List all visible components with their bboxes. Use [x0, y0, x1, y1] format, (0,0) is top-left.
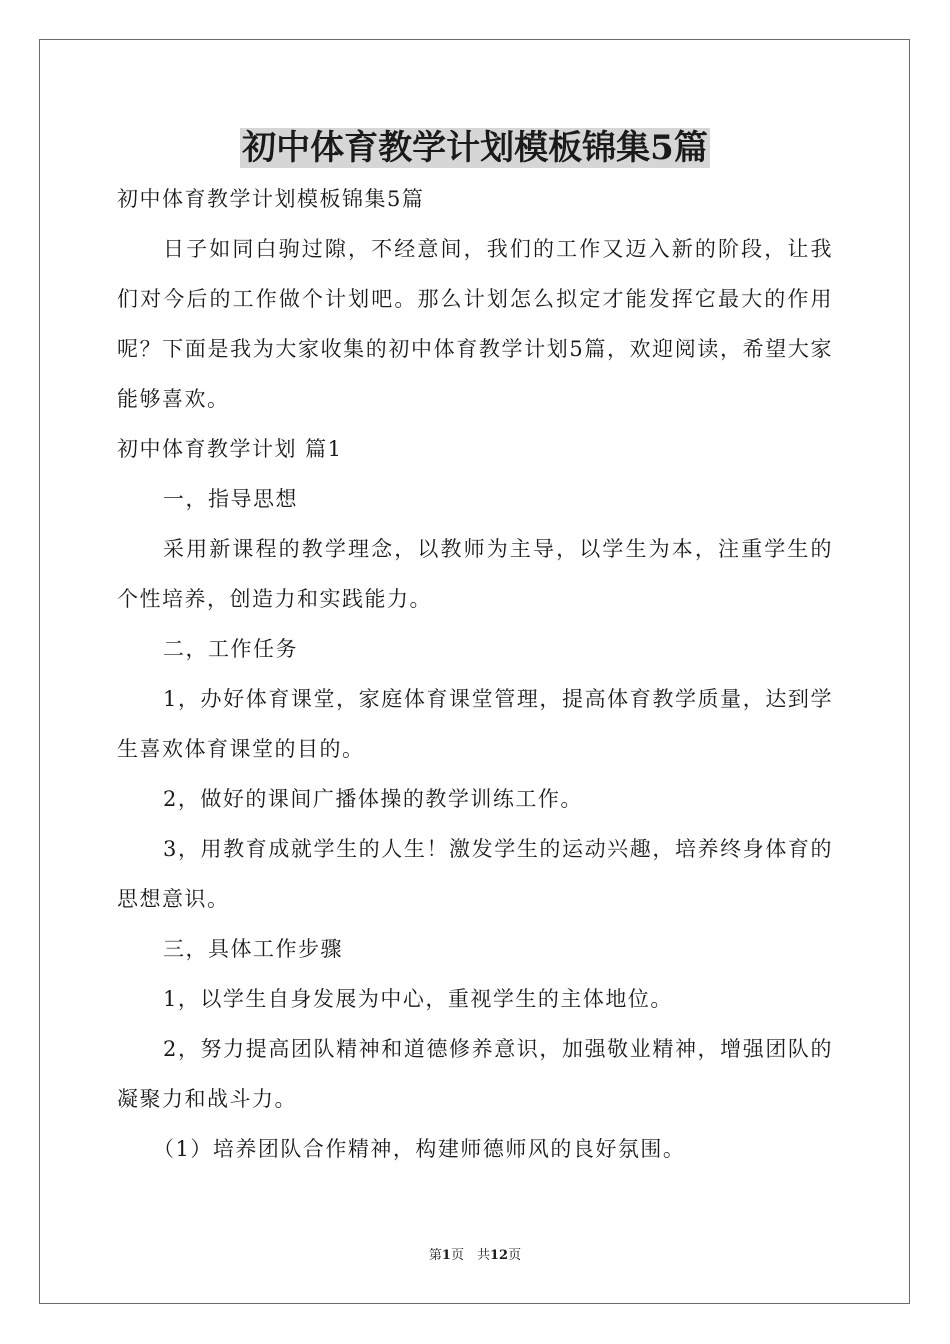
heading-work-tasks: 二，工作任务	[163, 637, 298, 661]
footer-page-prefix: 第	[428, 1248, 442, 1263]
paragraph-guiding-ideology: 采用新课程的教学理念，以教师为主导，以学生为本，注重学生的个性培养，创造力和实践能力。	[117, 537, 833, 611]
step-item-2: 2，努力提高团队精神和道德修养意识，加强敬业精神，增强团队的凝聚力和战斗力。	[117, 1037, 833, 1111]
document-title	[0, 124, 950, 172]
task-item-2: 2，做好的课间广播体操的教学训练工作。	[163, 787, 583, 811]
task-item-1: 1，办好体育课堂，家庭体育课堂管理，提高体育教学质量，达到学生喜欢体育课堂的目的。	[117, 687, 833, 761]
document-body	[117, 174, 833, 1174]
step-item-2-1: （1）培养团队合作精神，构建师德师风的良好氛围。	[153, 1137, 686, 1161]
heading-work-steps: 三，具体工作步骤	[163, 937, 343, 961]
task-item-3: 3，用教育成就学生的人生！激发学生的运动兴趣，培养终身体育的思想意识。	[117, 837, 833, 911]
document-subtitle: 初中体育教学计划模板锦集5篇	[117, 187, 425, 211]
footer-page-current: 1	[441, 1248, 451, 1263]
document-title-text: 初中体育教学计划模板锦集5篇	[242, 128, 708, 168]
footer-page-total: 12	[489, 1248, 509, 1263]
page-footer	[0, 1247, 950, 1265]
heading-guiding-ideology: 一，指导思想	[163, 487, 298, 511]
section-heading: 初中体育教学计划 篇1	[117, 437, 343, 461]
footer-page-suffix: 页	[508, 1248, 522, 1263]
footer-page-mid: 页 共	[450, 1248, 490, 1263]
step-item-1: 1，以学生自身发展为中心，重视学生的主体地位。	[163, 987, 673, 1011]
intro-paragraph: 日子如同白驹过隙，不经意间，我们的工作又迈入新的阶段，让我们对今后的工作做个计划吧。那么计划怎么拟定才能发挥它最大的作用呢？下面是我为大家收集的初中体育教学计划5篇，欢迎阅读，希望大家能够喜欢。	[117, 237, 833, 411]
